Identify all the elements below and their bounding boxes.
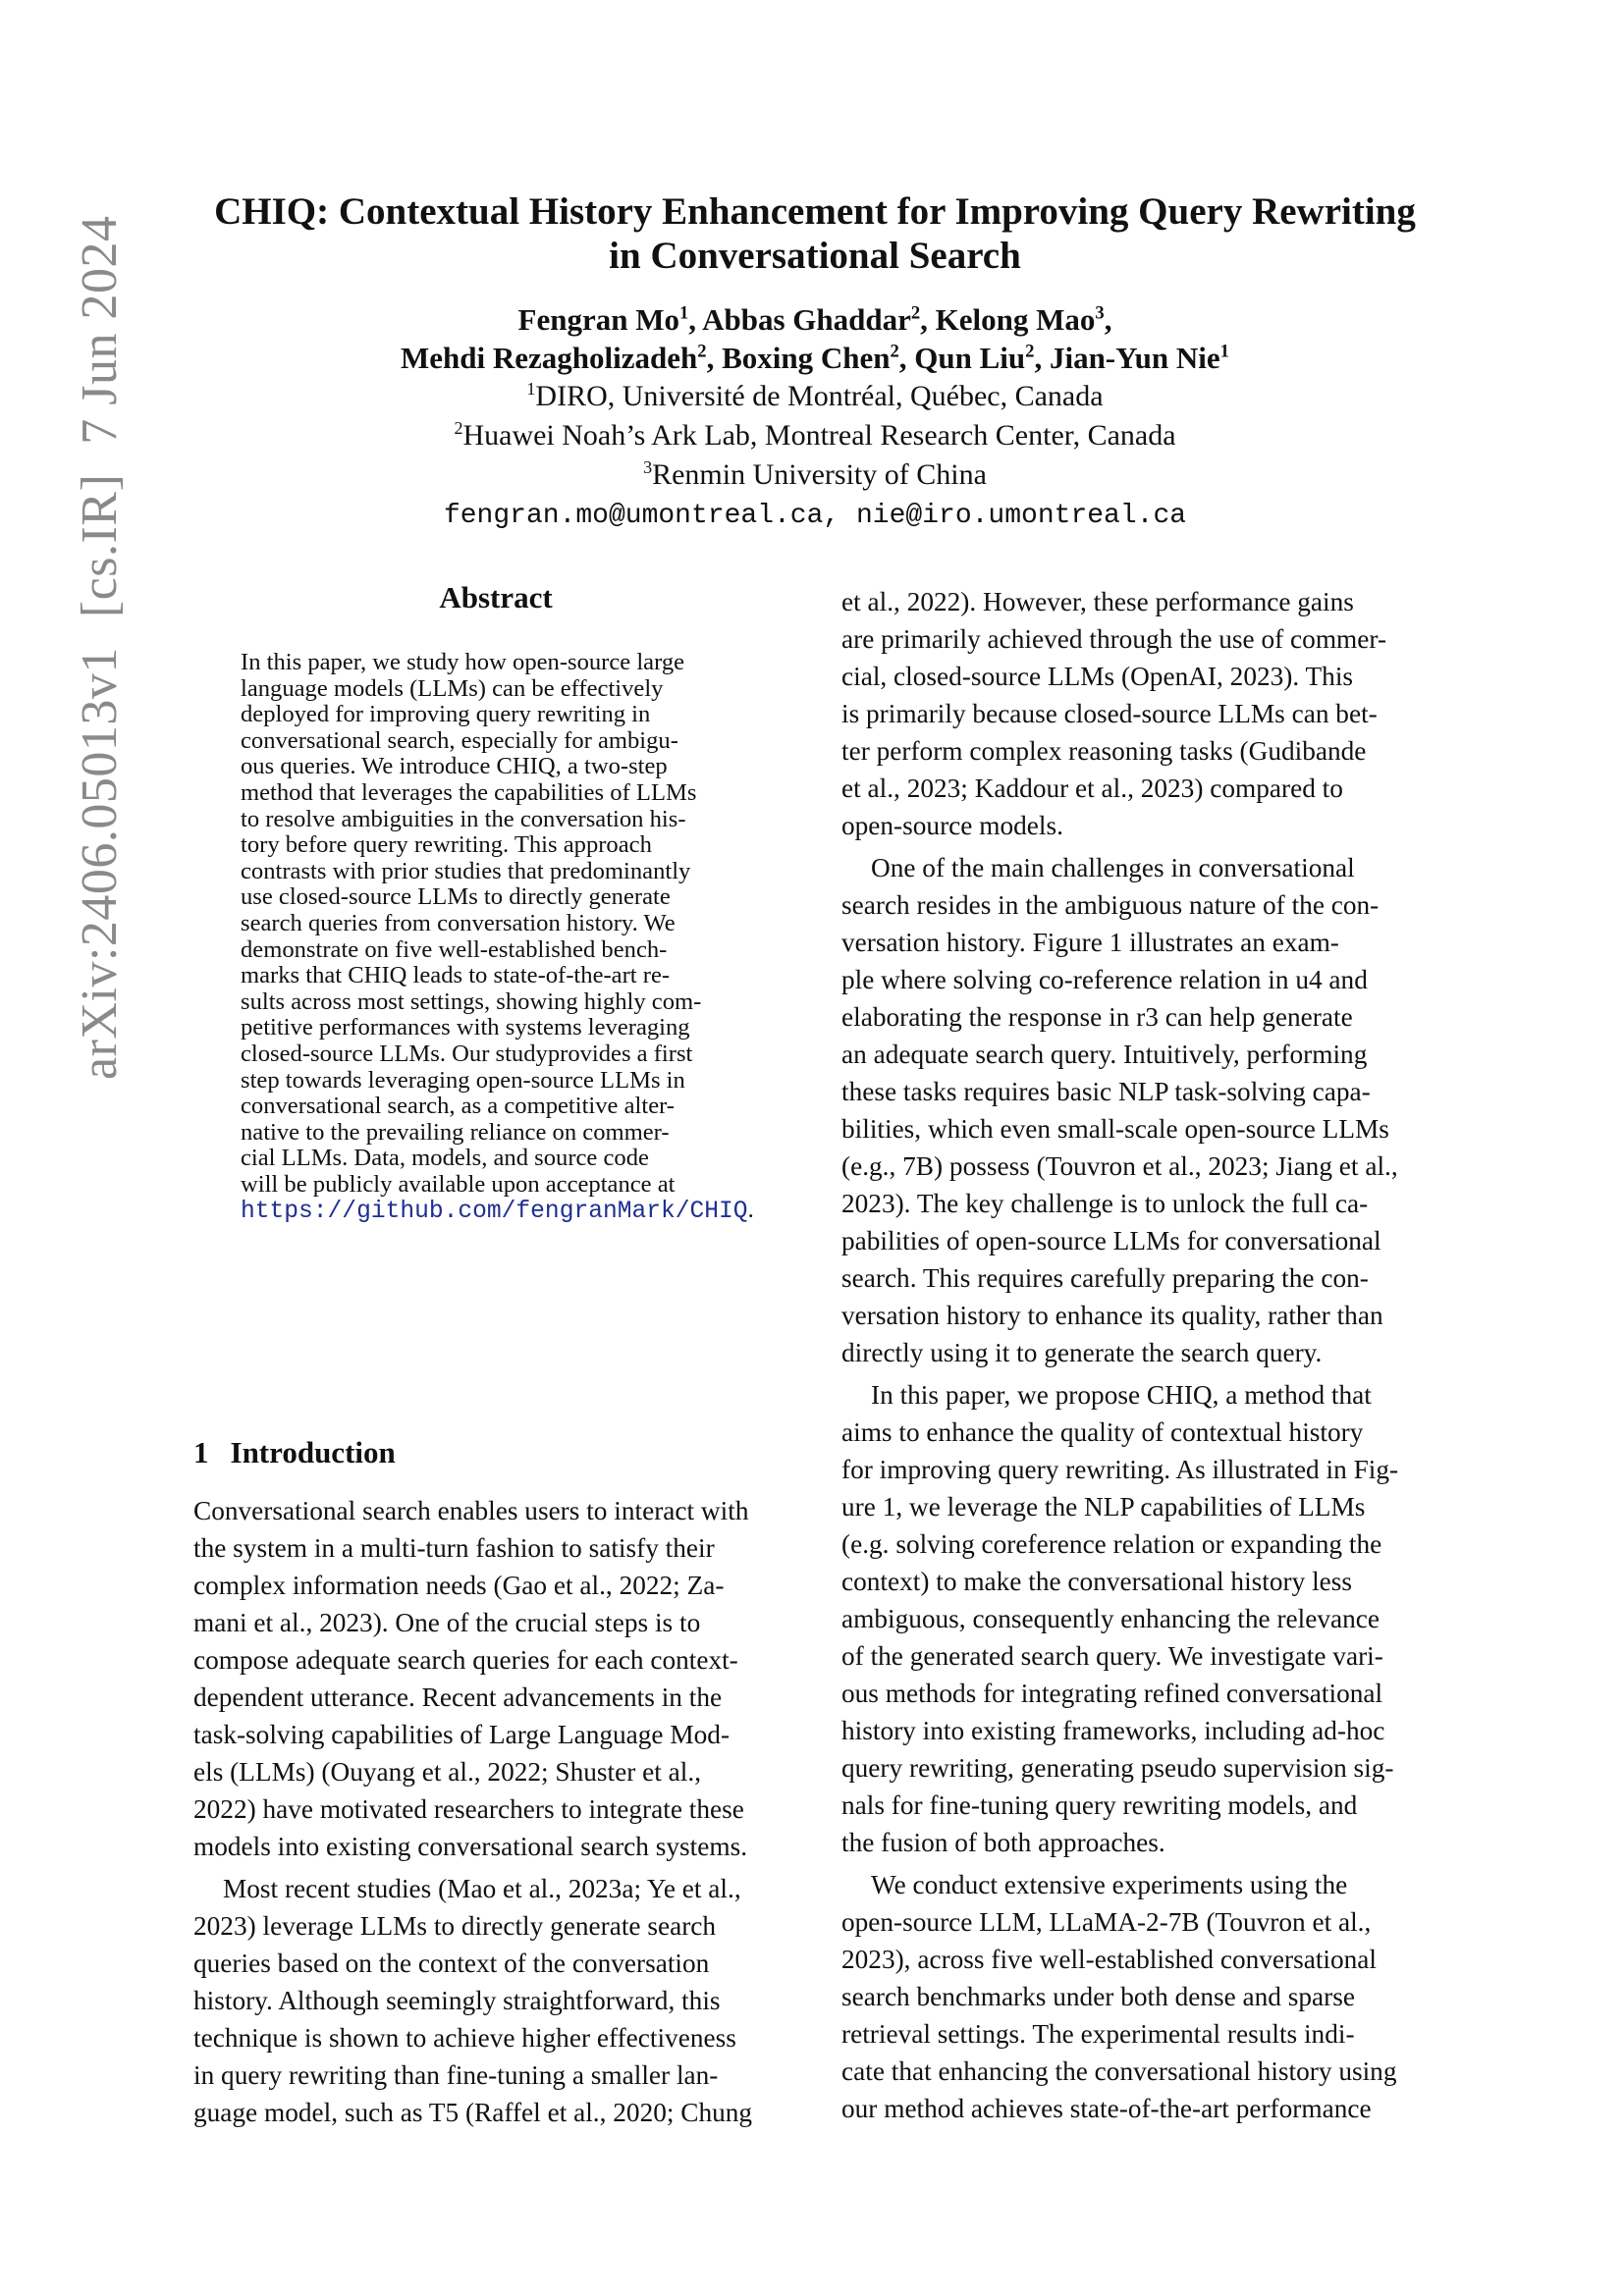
author-affiliation-mark: 2 (1025, 341, 1035, 362)
body-line: 2023). The key challenge is to unlock the full ca- (841, 1189, 1369, 1218)
paper-title (177, 189, 1453, 278)
paper-title-line: CHIQ: Contextual History Enhancement for Improving Query Rewriting (214, 190, 1416, 233)
author-affiliation-mark: 3 (1095, 302, 1105, 324)
abstract-url-line (241, 1197, 754, 1226)
abstract-line: conversational search, as a competitive alter- (241, 1093, 675, 1120)
abstract-line: cial LLMs. Data, models, and source code (241, 1145, 649, 1172)
abstract-line: In this paper, we study how open-source large (241, 649, 685, 675)
affiliation (177, 455, 1453, 495)
abstract-line: sults across most settings, showing highly com- (241, 988, 702, 1015)
body-line: One of the main challenges in conversational (871, 853, 1355, 882)
body-line: technique is shown to achieve higher effectiveness (193, 2023, 736, 2053)
body-line: task-solving capabilities of Large Language Mod- (193, 1720, 731, 1749)
section-title: Introduction (230, 1435, 396, 1469)
body-line: search resides in the ambiguous nature of the con- (841, 890, 1380, 920)
body-line: We conduct extensive experiments using the (871, 1870, 1348, 1899)
body-line: these tasks requires basic NLP task-solving capa- (841, 1077, 1371, 1106)
author-emails: fengran.mo@umontreal.ca, nie@iro.umontreal.ca (443, 501, 1187, 531)
paper-title-line: in Conversational Search (609, 235, 1021, 277)
body-line: the fusion of both approaches. (841, 1828, 1165, 1857)
affiliation-mark: 3 (643, 457, 653, 477)
body-line: (e.g., 7B) possess (Touvron et al., 2023; Jiang et al., (841, 1151, 1398, 1181)
abstract-line: use closed-source LLMs to directly generate (241, 883, 671, 911)
arxiv-category: [cs.IR] (72, 473, 128, 618)
code-repo-link[interactable]: https://github.com/fengranMark/CHIQ (241, 1199, 748, 1226)
body-line: of the generated search query. We investigate vari- (841, 1641, 1383, 1671)
abstract-line: marks that CHIQ leads to state-of-the-art re- (241, 962, 671, 989)
body-line: search benchmarks under both dense and sparse (841, 1982, 1355, 2011)
abstract-line: ous queries. We introduce CHIQ, a two-step (241, 753, 668, 780)
body-line: history into existing frameworks, including ad-hoc (841, 1716, 1385, 1745)
body-line: search. This requires carefully preparing the con- (841, 1263, 1369, 1293)
body-line: open-source LLM, LLaMA-2-7B (Touvron et al., (841, 1907, 1372, 1937)
body-line: the system in a multi-turn fashion to satisfy their (193, 1533, 715, 1563)
body-line: 2023) leverage LLMs to directly generate search (193, 1911, 717, 1941)
body-line: ous methods for integrating refined conversational (841, 1679, 1383, 1708)
author-name: Fengran Mo (517, 302, 679, 337)
body-line: mani et al., 2023). One of the crucial steps is to (193, 1608, 701, 1637)
body-line: queries based on the context of the conversation (193, 1949, 710, 1978)
body-line: directly using it to generate the search query. (841, 1338, 1323, 1367)
abstract-heading: Abstract (439, 580, 553, 614)
abstract-line: contrasts with prior studies that predominantly (241, 857, 691, 884)
body-line: history. Although seemingly straightforward, this (193, 1986, 721, 2015)
abstract-url-tail: . (747, 1197, 754, 1224)
author-list (177, 300, 1453, 377)
author-line: Mehdi Rezagholizadeh$^2$, Boxing Chen$^2$, Qun Liu$^2$, Jian-Yun Nie$^1$ (401, 341, 1229, 375)
body-line: open-source models. (841, 811, 1063, 840)
abstract-line: search queries from conversation history. We (241, 909, 676, 936)
abstract-body (241, 649, 754, 1226)
abstract-line: to resolve ambiguities in the conversation his- (241, 805, 686, 832)
affiliation-mark: 1 (526, 379, 536, 399)
body-line: cate that enhancing the conversational history using (841, 2056, 1397, 2086)
abstract-line: petitive performances with systems leveraging (241, 1014, 690, 1041)
arxiv-watermark (71, 186, 129, 1080)
body-line: ple where solving co-reference relation in u4 and (841, 965, 1368, 994)
abstract-line: closed-source LLMs. Our studyprovides a first (241, 1040, 693, 1067)
abstract-line: demonstrate on five well-established bench- (241, 935, 668, 963)
author-name: Mehdi Rezagholizadeh (401, 341, 698, 375)
body-line: is primarily because closed-source LLMs can bet- (841, 699, 1378, 728)
body-line: elaborating the response in r3 can help generate (841, 1002, 1353, 1032)
body-line: Conversational search enables users to interact with (193, 1496, 749, 1525)
body-line: (e.g. solving coreference relation or expanding the (841, 1529, 1382, 1559)
author-affiliation-mark: 2 (910, 302, 921, 324)
body-line: are primarily achieved through the use of commer- (841, 624, 1387, 654)
body-line: ure 1, we leverage the NLP capabilities of LLMs (841, 1492, 1366, 1522)
author-affiliation-mark: 2 (890, 341, 899, 362)
body-line: 2023), across five well-established conversational (841, 1945, 1378, 1974)
affiliation-text: DIRO, Université de Montréal, Québec, Canada (535, 380, 1104, 412)
abstract-line: deployed for improving query rewriting in (241, 701, 651, 728)
body-line: query rewriting, generating pseudo supervision sig- (841, 1753, 1394, 1783)
affiliation-list (177, 377, 1453, 495)
section-number: 1 (193, 1435, 209, 1469)
affiliation-text: Renmin University of China (652, 458, 987, 491)
body-line: our method achieves state-of-the-art performance (841, 2094, 1372, 2123)
arxiv-date: 7 Jun 2024 (72, 215, 128, 445)
body-line: bilities, which even small-scale open-source LLMs (841, 1114, 1389, 1144)
author-name: Qun Liu (914, 341, 1026, 375)
body-line: aims to enhance the quality of contextual history (841, 1417, 1364, 1447)
abstract-line: native to the prevailing reliance on commer- (241, 1118, 670, 1146)
body-line: Most recent studies (Mao et al., 2023a; Ye et al., (223, 1874, 741, 1903)
abstract-line: step towards leveraging open-source LLMs in (241, 1066, 685, 1094)
body-line: et al., 2022). However, these performance gains (841, 587, 1354, 616)
body-line: In this paper, we propose CHIQ, a method that (871, 1380, 1372, 1410)
body-line: versation history to enhance its quality, rather than (841, 1301, 1383, 1330)
body-line: ter perform complex reasoning tasks (Gudibande (841, 736, 1367, 766)
section-heading-introduction (193, 1435, 396, 1470)
right-column-text (841, 583, 1450, 2127)
body-line: pabilities of open-source LLMs for conversational (841, 1226, 1381, 1255)
body-line: ambiguous, consequently enhancing the relevance (841, 1604, 1380, 1633)
abstract-line: will be publicly available upon acceptance at (241, 1170, 676, 1198)
body-line: in query rewriting than fine-tuning a smaller lan- (193, 2060, 719, 2090)
arxiv-id: arXiv:2406.05013v1 (72, 647, 128, 1080)
affiliation (177, 416, 1453, 455)
abstract-line: conversational search, especially for ambigu- (241, 726, 678, 754)
author-name: Boxing Chen (722, 341, 891, 375)
author-name: Jian-Yun Nie (1049, 341, 1220, 375)
abstract-line: language models (LLMs) can be effectively (241, 674, 664, 702)
body-line: 2022) have motivated researchers to integrate these (193, 1794, 744, 1824)
author-name: Kelong Mao (935, 302, 1096, 337)
body-line: context) to make the conversational history less (841, 1567, 1353, 1596)
author-name: Abbas Ghaddar (702, 302, 911, 337)
author-affiliation-mark: 1 (678, 302, 689, 324)
body-line: els (LLMs) (Ouyang et al., 2022; Shuster et al., (193, 1757, 702, 1787)
body-line: models into existing conversational search systems. (193, 1832, 748, 1861)
body-line: for improving query rewriting. As illustrated in Fig- (841, 1455, 1399, 1484)
author-affiliation-mark: 2 (697, 341, 707, 362)
left-column-text (193, 1492, 802, 2131)
body-line: dependent utterance. Recent advancements in the (193, 1682, 723, 1712)
author-affiliation-mark: 1 (1219, 341, 1229, 362)
affiliation-text: Huawei Noah’s Ark Lab, Montreal Research Center, Canada (462, 419, 1176, 452)
body-line: complex information needs (Gao et al., 2022; Za- (193, 1571, 725, 1600)
body-line: nals for fine-tuning query rewriting models, and (841, 1790, 1358, 1820)
body-line: guage model, such as T5 (Raffel et al., 2020; Chung (193, 2098, 753, 2127)
body-line: compose adequate search queries for each context- (193, 1645, 738, 1675)
author-line: Fengran Mo$^1$, Abbas Ghaddar$^2$, Kelong Mao$^3$, (517, 302, 1112, 337)
body-line: et al., 2023; Kaddour et al., 2023) compared to (841, 774, 1343, 803)
abstract-line: tory before query rewriting. This approach (241, 831, 652, 859)
affiliation (177, 377, 1453, 416)
body-line: an adequate search query. Intuitively, performing (841, 1040, 1368, 1069)
affiliation-mark: 2 (454, 418, 463, 438)
body-line: cial, closed-source LLMs (OpenAI, 2023). This (841, 662, 1354, 691)
abstract-line: method that leverages the capabilities of LLMs (241, 778, 697, 806)
body-line: retrieval settings. The experimental results indi- (841, 2019, 1355, 2049)
body-line: versation history. Figure 1 illustrates an exam- (841, 928, 1339, 957)
